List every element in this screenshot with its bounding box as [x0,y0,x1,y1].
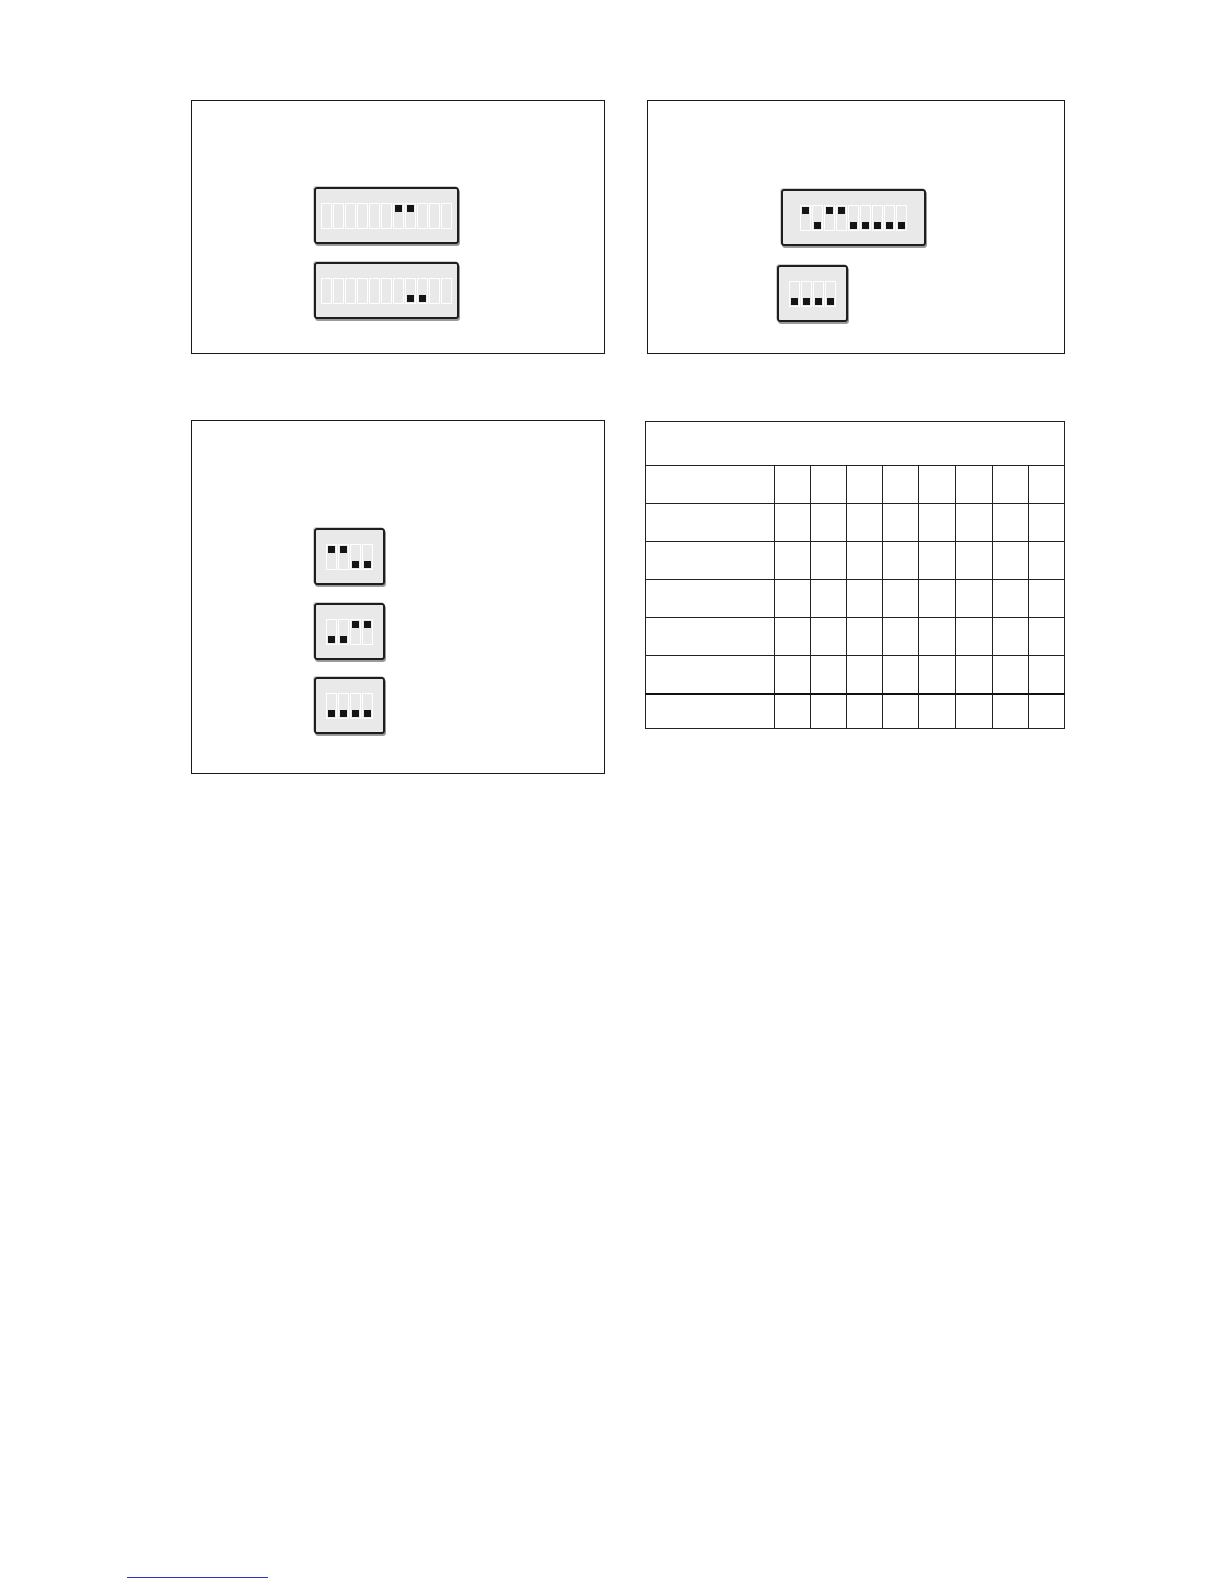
table-cell [883,618,919,656]
table-cell [1028,694,1064,729]
dip-switch-slot [381,278,392,304]
dip-switch-knob [419,295,426,302]
dip-switch-slot [333,203,344,229]
dip-switch-knob [407,295,414,302]
table-title-cell [646,422,1065,466]
dip-switch-slot [800,205,811,231]
figure-dip-switch-panel-3 [191,420,605,774]
table-row [646,656,1065,695]
table-cell [956,656,992,695]
table-cell [846,504,882,542]
table-cell [883,466,919,504]
dip-switch-slot [441,278,452,304]
dip-switch-knob [898,222,905,229]
dip-switch-slot [848,205,859,231]
dip-switch-slot [429,203,440,229]
dip-switch-slot [896,205,907,231]
dip-switch-slot [801,281,812,307]
dip-switch-slot [333,278,344,304]
dip-switch-slot [321,278,332,304]
table-cell [810,656,846,695]
dip-switch-knob [395,205,402,212]
dip-switch-block [314,262,459,319]
table-cell [846,694,882,729]
footer-link-rule [127,1577,268,1578]
dip-switch-knob [340,546,347,553]
table-cell [919,656,956,695]
dip-switch-knob [328,710,335,717]
table-cell [992,542,1028,580]
dip-switch-knob [791,298,798,305]
dip-switch-slot [326,544,337,570]
table-cell [846,542,882,580]
figure-dip-switch-panel-1 [191,100,605,354]
table-cell [992,694,1028,729]
table-cell [919,580,956,618]
table-cell [646,618,775,656]
dip-switch-knob [862,222,869,229]
dip-switch-slot [357,278,368,304]
table-row [646,580,1065,618]
dip-switch-knob [352,710,359,717]
switch-settings-table [645,421,1065,729]
table-row [646,504,1065,542]
dip-switch-knob [328,546,335,553]
dip-switch-slot [441,203,452,229]
dip-switch-slot [789,281,800,307]
dip-switch-slot [872,205,883,231]
dip-switch-knob [815,298,822,305]
table-cell [883,504,919,542]
dip-switch-block [314,187,459,244]
dip-switch-slot [813,281,824,307]
table-cell [992,580,1028,618]
table-title-row [646,422,1065,466]
table-cell [992,656,1028,695]
dip-switch-slot [405,278,416,304]
table-cell [956,618,992,656]
dip-switch-knob [850,222,857,229]
table-cell [956,694,992,729]
dip-switch-slot [369,203,380,229]
table-row [646,618,1065,656]
table-cell [810,618,846,656]
table-cell [883,656,919,695]
dip-switch-slot [860,205,871,231]
table-row [646,694,1065,729]
table-cell [810,580,846,618]
table-cell [646,542,775,580]
table-cell [846,466,882,504]
dip-switch-slot [824,205,835,231]
dip-switch-slot [321,203,332,229]
dip-switch-knob [803,298,810,305]
dip-switch-slot [326,693,337,719]
table-cell [956,542,992,580]
table-row [646,466,1065,504]
dip-switch-knob [827,298,834,305]
dip-switch-slot [417,203,428,229]
dip-switch-slot [405,203,416,229]
dip-switch-knob [826,207,833,214]
dip-switch-block [314,528,385,585]
dip-switch-slot [362,693,373,719]
table-cell [919,694,956,729]
table-cell [810,694,846,729]
table-cell [646,504,775,542]
dip-switch-slot [338,693,349,719]
dip-switch-slot [381,203,392,229]
dip-switch-knob [364,561,371,568]
table-cell [919,542,956,580]
table-cell [810,542,846,580]
table-cell [774,580,810,618]
dip-switch-slot [326,619,337,645]
table-cell [1028,466,1064,504]
table-cell [1028,618,1064,656]
dip-switch-slot [357,203,368,229]
dip-switch-knob [340,636,347,643]
dip-switch-knob [838,207,845,214]
dip-switch-slot [362,544,373,570]
table-cell [1028,580,1064,618]
table-cell [919,466,956,504]
dip-switch-knob [364,710,371,717]
dip-switch-knob [340,710,347,717]
table-cell [646,466,775,504]
table-cell [846,580,882,618]
dip-switch-knob [364,621,371,628]
table-cell [774,542,810,580]
table-cell [646,656,775,695]
dip-switch-block [777,265,848,322]
table-cell [846,618,882,656]
dip-switch-block [781,189,926,246]
table-cell [810,466,846,504]
table-cell [956,504,992,542]
dip-switch-slot [362,619,373,645]
dip-switch-slot [338,619,349,645]
dip-switch-knob [328,636,335,643]
dip-switch-block [314,677,385,734]
table-cell [1028,542,1064,580]
dip-switch-slot [350,619,361,645]
dip-switch-slot [393,203,404,229]
table-cell [992,504,1028,542]
dip-switch-slot [417,278,428,304]
table-cell [774,504,810,542]
dip-switch-knob [886,222,893,229]
dip-switch-slot [345,203,356,229]
table-cell [774,466,810,504]
table-cell [774,694,810,729]
table-cell [883,542,919,580]
table-cell [919,504,956,542]
dip-switch-slot [350,544,361,570]
dip-switch-slot [812,205,823,231]
dip-switch-knob [874,222,881,229]
table-cell [646,694,775,729]
dip-switch-slot [825,281,836,307]
table-cell [992,618,1028,656]
dip-switch-knob [407,205,414,212]
table-cell [810,504,846,542]
table-cell [1028,504,1064,542]
table-cell [1028,656,1064,695]
dip-switch-slot [393,278,404,304]
table-cell [883,580,919,618]
dip-switch-block [314,603,385,660]
table-cell [956,466,992,504]
table-row [646,542,1065,580]
dip-switch-slot [369,278,380,304]
dip-switch-knob [814,222,821,229]
figure-dip-switch-panel-2 [647,100,1065,354]
dip-switch-slot [836,205,847,231]
table-cell [774,618,810,656]
table-cell [883,694,919,729]
dip-switch-slot [350,693,361,719]
dip-switch-slot [884,205,895,231]
table-cell [846,656,882,695]
table-cell [646,580,775,618]
table-cell [919,618,956,656]
dip-switch-knob [352,621,359,628]
dip-switch-slot [345,278,356,304]
dip-switch-slot [429,278,440,304]
dip-switch-knob [802,207,809,214]
table-cell [774,656,810,695]
table-cell [956,580,992,618]
table-cell [992,466,1028,504]
dip-switch-knob [352,561,359,568]
dip-switch-slot [338,544,349,570]
